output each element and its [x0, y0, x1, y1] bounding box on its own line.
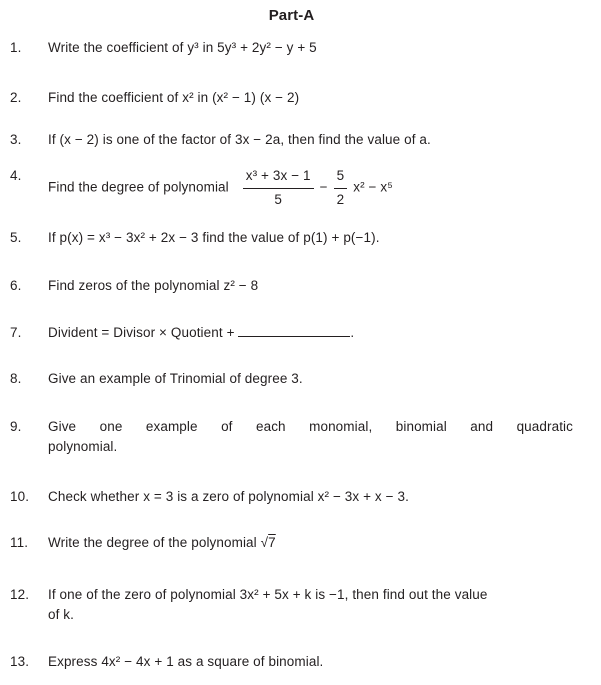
question-number: 8. [10, 371, 22, 386]
question-text: Find zeros of the polynomial z² − 8 [48, 278, 259, 293]
question-text: If (x − 2) is one of the factor of 3x − 2a, then find the value of a. [48, 132, 431, 147]
question-text: If p(x) = x³ − 3x² + 2x − 3 find the value of p(1) + p(−1). [48, 230, 380, 245]
question-number: 4. [10, 168, 22, 183]
question-number: 3. [10, 132, 22, 147]
question-text [48, 417, 573, 457]
question-row [10, 369, 573, 389]
question-number: 12. [10, 587, 30, 602]
question-text-line: If one of the zero of polynomial 3x² + 5x + k is −1, then find out the value [48, 587, 488, 602]
question-text-line: of k. [48, 607, 75, 622]
question-row [10, 487, 573, 507]
question-number: 2. [10, 90, 22, 105]
question-text: Divident = Divisor × Quotient + . [48, 325, 355, 340]
question-row [10, 323, 573, 343]
question-number: 6. [10, 278, 22, 293]
fraction-numerator: x³ + 3x − 1 [243, 166, 314, 189]
question-row [10, 88, 573, 108]
question-text [48, 585, 573, 625]
fraction-numerator: 5 [334, 166, 348, 189]
question-text: Express 4x² − 4x + 1 as a square of binomial. [48, 654, 324, 669]
square-root: √7 [260, 535, 276, 550]
question-number: 1. [10, 40, 22, 55]
question-text: Find the coefficient of x² in (x² − 1) (x − 2) [48, 90, 300, 105]
question-row [10, 130, 573, 150]
question-row [10, 652, 573, 672]
question-row [10, 228, 573, 248]
question-row [10, 38, 573, 58]
square-root-radicand: 7 [268, 535, 276, 550]
question-text: Find the degree of polynomial $\frac{\text{x³ + 3x − 1}}{5}$ − $\frac{5}{2}$ x² − x⁵ [48, 166, 573, 210]
question-number: 7. [10, 325, 22, 340]
question-number: 11. [10, 535, 29, 550]
question-row [10, 533, 573, 553]
question-text-line: Give one example of each monomial, binomial and quadratic [48, 419, 573, 434]
question-number: 10. [10, 489, 30, 504]
fraction-denominator: 2 [336, 192, 345, 207]
question-row [10, 166, 573, 210]
fraction [243, 166, 314, 210]
question-text: Check whether x = 3 is a zero of polynomial x² − 3x + x − 3. [48, 489, 409, 504]
question-text: Write the coefficient of y³ in 5y³ + 2y² − y + 5 [48, 40, 317, 55]
fraction-denominator: 5 [274, 192, 283, 207]
question-number: 13. [10, 654, 30, 669]
question-number: 5. [10, 230, 22, 245]
fraction [334, 166, 348, 210]
answer-blank [238, 323, 350, 337]
section-title: Part-A [268, 7, 315, 24]
question-text: Write the degree of the polynomial √7 [48, 535, 276, 550]
question-list [10, 38, 573, 672]
question-row [10, 276, 573, 296]
question-row [10, 417, 573, 457]
question-row [10, 585, 573, 625]
question-text-line: polynomial. [48, 439, 118, 454]
question-number: 9. [10, 419, 22, 434]
question-text: Give an example of Trinomial of degree 3. [48, 371, 303, 386]
